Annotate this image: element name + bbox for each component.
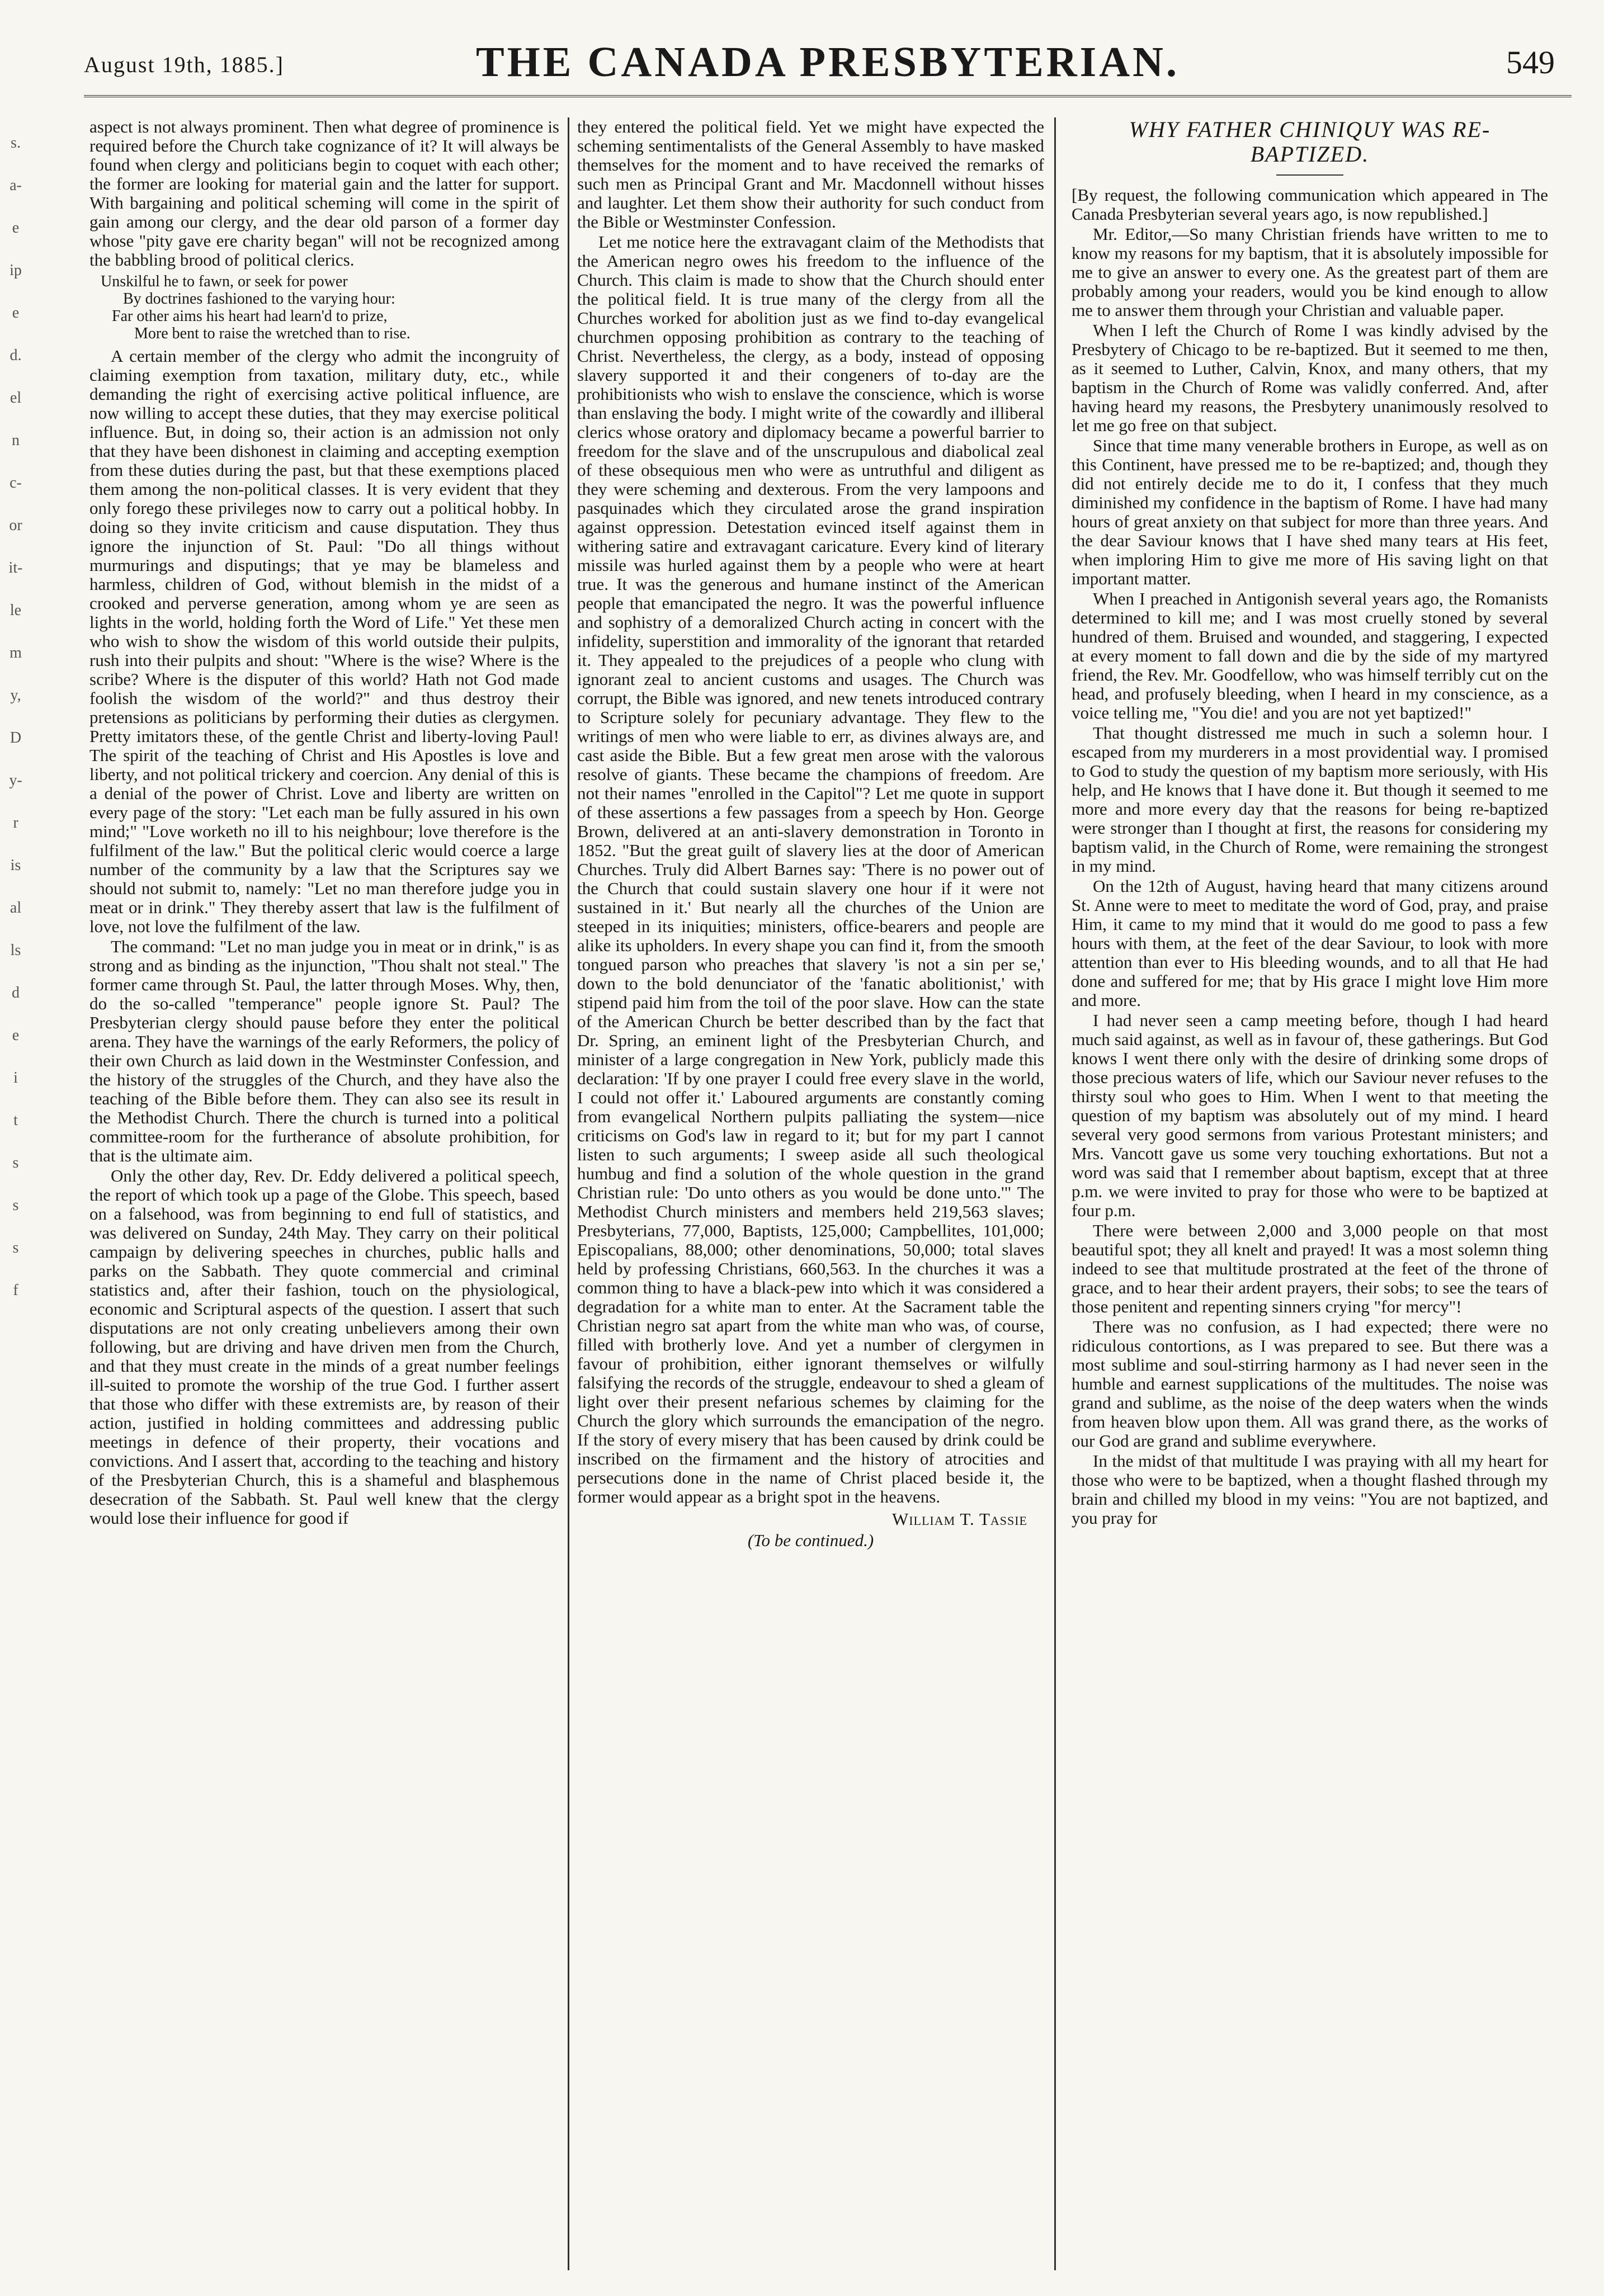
paragraph: On the 12th of August, having heard that many citizens around St. Anne were to meet to meditate the word of God, pray, and praise Him, it came to my mind that it would do me good to pass a few hours with them, at the feet of the dear Saviour, to look with more attention than ever to His bleeding wounds, and to all that He had done and suffered for me; that by His grace I might love Him more and more. [1072,876,1548,1010]
margin-marks [4,134,27,1324]
poem-quote [89,273,559,342]
paragraph: There was no confusion, as I had expected; there were no ridiculous contortions, as I was prepared to see. But there was a most sublime and soul-stirring harmony as I had never seen in the humble and earnest supplications of the multitudes. The noise was grand and sublime, as the noise of the deep waters when the winds from heaven blow upon them. All was grand there, as the works of our God are grand and sublime everywhere. [1072,1317,1548,1451]
margin-mark: ls [10,942,21,959]
column-1 [89,117,559,2270]
paragraph: In the midst of that multitude I was praying with all my heart for those who were to be baptized, when a thought flashed through my brain and chilled my blood in my veins: "You are not baptized, and you pray for [1072,1451,1548,1528]
margin-mark: c- [10,474,22,492]
title-rule [1276,174,1343,176]
paragraph: The command: "Let no man judge you in meat or in drink," is as strong and as binding as the injunction, "Thou shalt not steal." The former came through St. Paul, the latter through Moses. Why, then, do the so-called "temperance" people ignore St. Paul? The Presbyterian clergy should pause before they enter the political arena. They have the warnings of the early Reformers, the policy of their own Church as laid down in the Westminster Confession, and the history of the struggles of the Church, and they have also the teaching of the Bible before them. They can also see its result in the Methodist Church. There the church is turned into a political committee-room for the furtherance of absolute prohibition, for that is the ultimate aim. [89,937,559,1165]
poem-line: Far other aims his heart had learn'd to prize, [112,308,388,325]
margin-mark: it- [8,559,23,577]
paragraph: Since that time many venerable brothers in Europe, as well as on this Continent, have pressed me to be re-baptized; and, though they did not entirely decide me to do it, I confess that they much diminished my confidence in the baptism of Rome. I have had many hours of great anxiety on that subject for more than three years. And the dear Saviour knows that I have shed many tears at His feet, when imploring Him to give me more of His saving light on that important matter. [1072,436,1548,588]
poem-line: By doctrines fashioned to the varying hour: [123,290,395,308]
margin-mark: e [12,219,20,237]
author-signature: William T. Tassie [891,1509,1027,1529]
paragraph: I had never seen a camp meeting before, though I had heard much said against, as well as in favour of, these gatherings. But God knows I went there only with the desire of drinking some drops of those precious waters of life, which our Saviour never refuses to the thirsty soul who goes to Him. When I went to that meeting the question of my baptism was absolutely out of my mind. I heard several very good sermons from various Protestant ministers; and Mrs. Vancott gave us some very touching exhortations. But not a word was said that I remember about baptism, except that at three p.m. we were invited to pray for those who were to be baptized at four p.m. [1072,1010,1548,1220]
margin-mark: t [13,1112,18,1129]
margin-mark: m [10,644,22,662]
paragraph: they entered the political field. Yet we might have expected the scheming sentimentalists of the General Assembly to have masked themselves for the moment and to have received the remarks of such men as Principal Grant and Mr. Macdonnell without hisses and laughter. Let them show their authority for such conduct from the Bible or Westminster Confession. [577,117,1044,232]
margin-mark: y- [9,772,22,789]
margin-mark: e [12,1027,20,1044]
margin-mark: is [10,857,21,874]
margin-mark: r [13,814,18,832]
column-2 [577,117,1044,2270]
margin-mark: el [10,389,22,407]
paragraph: A certain member of the clergy who admit the incongruity of claiming exemption from taxation, military duty, etc., while demanding the right of exercising active political influence, are now willing to accept these duties, that they may exercise political influence. But, in doing so, their action is an admission not only that they have been dishonest in claiming and accepting exemption from these duties during the past, but that these exemptions placed them among the non-political classes. It is very evident that they only forego these privileges now to carry out a political hobby. In doing so they invite criticism and cause disputation. They thus ignore the injunction of St. Paul: "Do all things without murmurings and disputings; that ye may be blameless and harmless, children of God, without blemish in the midst of a crooked and perverse generation, among whom ye are seen as lights in the world, holding forth the Word of Life." Yet these men who wish to show the wisdom of this world outside their pulpits, rush into their pulpits and shout: "Where is the wise? Where is the scribe? Where is the disputer of this world? Hath not God made foolish the wisdom of the world?" and thus destroy their pretensions as politicians by performing their duties as clergymen. Pretty imitators these, of the gentle Christ and liberty-loving Paul! The spirit of the teaching of Christ and His Apostles is love and liberty, and not political trickery and coercion. Any denial of this is a denial of the power of Christ. Love and liberty are written on every page of the story: "Let each man be fully assured in his own mind;" "Love worketh no ill to his neighbour; love therefore is the fulfilment of the law." But the political cleric would coerce a large number of the community by a law that the Scriptures say we should not submit to, namely: "Let no man therefore judge you in meat or in drink." They thereby assert that law is the fulfilment of love, not love the fulfilment of the law. [89,346,559,936]
margin-mark: s [12,1197,19,1214]
margin-mark: al [10,899,22,916]
margin-mark: i [13,1069,18,1086]
margin-mark: a- [10,177,22,194]
margin-mark: le [10,602,22,619]
paragraph: That thought distressed me much in such a solemn hour. I escaped from my murderers in a most providential way. I promised to God to study the question of my baptism more seriously, with His help, and He knows that I have done it. But though it seemed to me more and more every day that the reasons for being re-baptized were stronger than I thought at first, the reasons for considering my baptism valid, in the Church of Rome, were remaining the strongest in my mind. [1072,723,1548,876]
issue-date: August 19th, 1885.] [84,52,284,77]
column-3 [1072,117,1548,2270]
article-title: WHY FATHER CHINIQUY WAS RE-BAPTIZED. [1129,117,1491,167]
margin-mark: n [12,432,20,449]
paragraph: Only the other day, Rev. Dr. Eddy delivered a political speech, the report of which took up a page of the Globe. This speech, based on a falsehood, was from beginning to end full of statistics, and was delivered on Sunday, 24th May. They carry on their political campaign by delivering speeches in churches, public halls and parks on the Sabbath. They quote commercial and criminal statistics and, after their fashion, touch on the physiological, economic and Scriptural aspects of the question. I assert that such disputations are not only creating unbelievers among their own following, but are driving and have driven men from the Church, and that they must create in the minds of a great number feelings ill-suited to promote the worship of the true God. I further assert that those who differ with these extremists are, by reason of their action, justified in holding committees and addressing public meetings in defence of their property, their vocations and convictions. And I assert that, according to the teaching and history of the Presbyterian Church, this is a shameful and blasphemous desecration of the Sabbath. St. Paul well knew that the clergy would lose their influence for good if [89,1166,559,1528]
masthead-title: THE CANADA PRESBYTERIAN. [475,39,1180,86]
page-number: 549 [1506,44,1555,81]
poem-line: Unskilful he to fawn, or seek for power [101,273,348,290]
paragraph: There were between 2,000 and 3,000 people on that most beautiful spot; they all knelt and prayed! It was a most solemn thing indeed to see that multitude prostrated at the feet of the throne of grace, and to hear their ardent prayers, their sobs; to see the tears of those penitent and repenting sinners crying "for mercy"! [1072,1221,1548,1316]
paragraph: Mr. Editor,—So many Christian friends have written to me to know my reasons for my baptism, that it is absolutely impossible for me to give an answer to every one. As the greatest part of them are probably among your readers, would you be kind enough to allow me to answer them through your Christian and valuable paper. [1072,224,1548,320]
paragraph: When I preached in Antigonish several years ago, the Romanists determined to kill me; and I was most cruelly stoned by several hundred of them. Bruised and wounded, and staggering, I expected at every moment to fall down and die by the side of my martyred friend, the Rev. Mr. Goodfellow, who was himself terribly cut on the head, and profusely bleeding, when I heard in my conscience, as a voice telling me, "You die! and you are not yet baptized!" [1072,589,1548,722]
paragraph: Let me notice here the extravagant claim of the Methodists that the American negro owes his freedom to the influence of the Church. This claim is made to show that the Church should enter the political field. It is true many of the clergy from all the Churches worked for abolition just as we find to-day evangelical churchmen opposing prohibition as contrary to the teaching of Christ. Nevertheless, the clergy, as a body, instead of opposing slavery supported it and their congeners of to-day are the prohibitionists who wish to enslave the conscience, which is worse than enslaving the body. I might write of the cowardly and illiberal clerics whose oratory and diplomacy became a powerful barrier to freedom for the slave and of the unscrupulous and diabolical zeal of these obsequious men who were as untruthful and diligent as they were scheming and dexterous. From the very lampoons and pasquinades which they circulated arose the grand inspiration against oppression. Detestation evinced itself against them in withering satire and extravagant caricature. Every kind of literary missile was hurled against them by a people who were at heart true. It was the generous and humane instinct of the American people that emancipated the negro. It was the powerful influence and sophistry of a demoralized Church acting in concert with the infidelity, superstition and immorality of the ignorant that retarded it. They appealed to the prejudices of a people who clung with ignorant zeal to ancient customs and usages. The Church was corrupt, the Bible was ignored, and new tenets introduced contrary to Scripture solely for pecuniary advantage. They flew to the writings of men who were liable to err, as divines always are, and cast aside the Bible. But a few great men arose with the valorous resolve of giants. These became the champions of freedom. Are not their names "enrolled in the Capitol"? Let me quote in support of these assertions a few passages from a speech by Hon. George Brown, delivered at an anti-slavery demonstration in Toronto in 1852. "But the great guilt of slavery lies at the door of American Churches. Truly did Albert Barnes say: 'There is no power out of the Church that could sustain slavery one hour if it were not sustained in it.' But nearly all the churches of the Union are steeped in its iniquities; ministers, office-bearers and people are alike its upholders. In every shape you can find it, from the smooth tongued parson who preaches that slavery 'is not a sin per se,' down to the bold denunciator of the 'fanatic abolitionist,' with stipend paid him from the toil of the poor slave. How can the state of the American Church be better described than by the fact that Dr. Spring, an eminent light of the Presbyterian Church, and minister of a large congregation in New York, publicly made this declaration: 'If by one prayer I could free every slave in the world, I could not offer it.' Laboured arguments are constantly coming from evangelical Northern pulpits palliating the system—nice criticisms on God's law in regard to it; but for my part I cannot listen to such arguments; I sweep aside all such theological humbug and find a solution of the whole question in the grand Christian rule: 'Do unto others as you would be done unto.'" The Methodist Church ministers and members held 219,563 slaves; Presbyterians, 77,000, Baptists, 125,000; Campbellites, 101,000; Episcopalians, 88,000; other denominations, 50,000; total slaves held by professing Christians, 660,563. In the churches it was a common thing to have a black-pew into which it was considered a degradation for a white man to enter. At the Sacrament table the Christian negro sat apart from the white man who was, of course, filled with brotherly love. And yet a number of clergymen in favour of prohibition, either ignorant themselves or wilfully falsifying the records of the struggle, endeavour to shed a gleam of light over their present nefarious schemes by claiming for the Church the glory which surrounds the emancipation of the negro. If the story of every misery that has been caused by drink could be inscribed on the firmament and the history of atrocities and persecutions done in the name of Christ placed beside it, the former would appear as a bright spot in the heavens. [577,232,1044,1506]
margin-mark: s. [11,134,21,152]
margin-mark: y, [10,687,21,704]
margin-mark: ip [10,262,22,279]
intro-note: [By request, the following communication which appeared in The Canada Presbyterian several years ago, is now republished.] [1072,185,1548,224]
column-divider [1054,117,1056,2270]
margin-mark: or [9,517,22,534]
margin-mark: s [12,1239,19,1256]
margin-mark: e [12,304,20,322]
paragraph: When I left the Church of Rome I was kindly advised by the Presbytery of Chicago to be re-baptized. But it seemed to me then, as it seemed to Luther, Calvin, Knox, and many others, that my baptism in the Church of Rome was validly conferred. And, after having heard my reasons, the Presbytery unanimously resolved to let me go free on that subject. [1072,320,1548,435]
page-header [84,34,1572,97]
margin-mark: D [10,729,22,747]
margin-mark: s [12,1154,19,1171]
continued-note: (To be continued.) [747,1530,874,1550]
poem-line: More bent to raise the wretched than to rise. [134,325,411,342]
margin-mark: f [13,1282,18,1299]
margin-mark: d. [10,347,22,364]
column-divider [568,117,569,2270]
paragraph: aspect is not always prominent. Then what degree of prominence is required before the Church take cognizance of it? It will always be found when clergy and politicians begin to coquet with each other; the former are looking for material gain and the latter for support. With bargaining and political scheming will come in the spirit of gain among our clergy, and the dear old parson of a former day whose "pity gave ere charity began" will not be recognized among the babbling brood of political clerics. [89,117,559,270]
margin-mark: d [12,984,20,1001]
